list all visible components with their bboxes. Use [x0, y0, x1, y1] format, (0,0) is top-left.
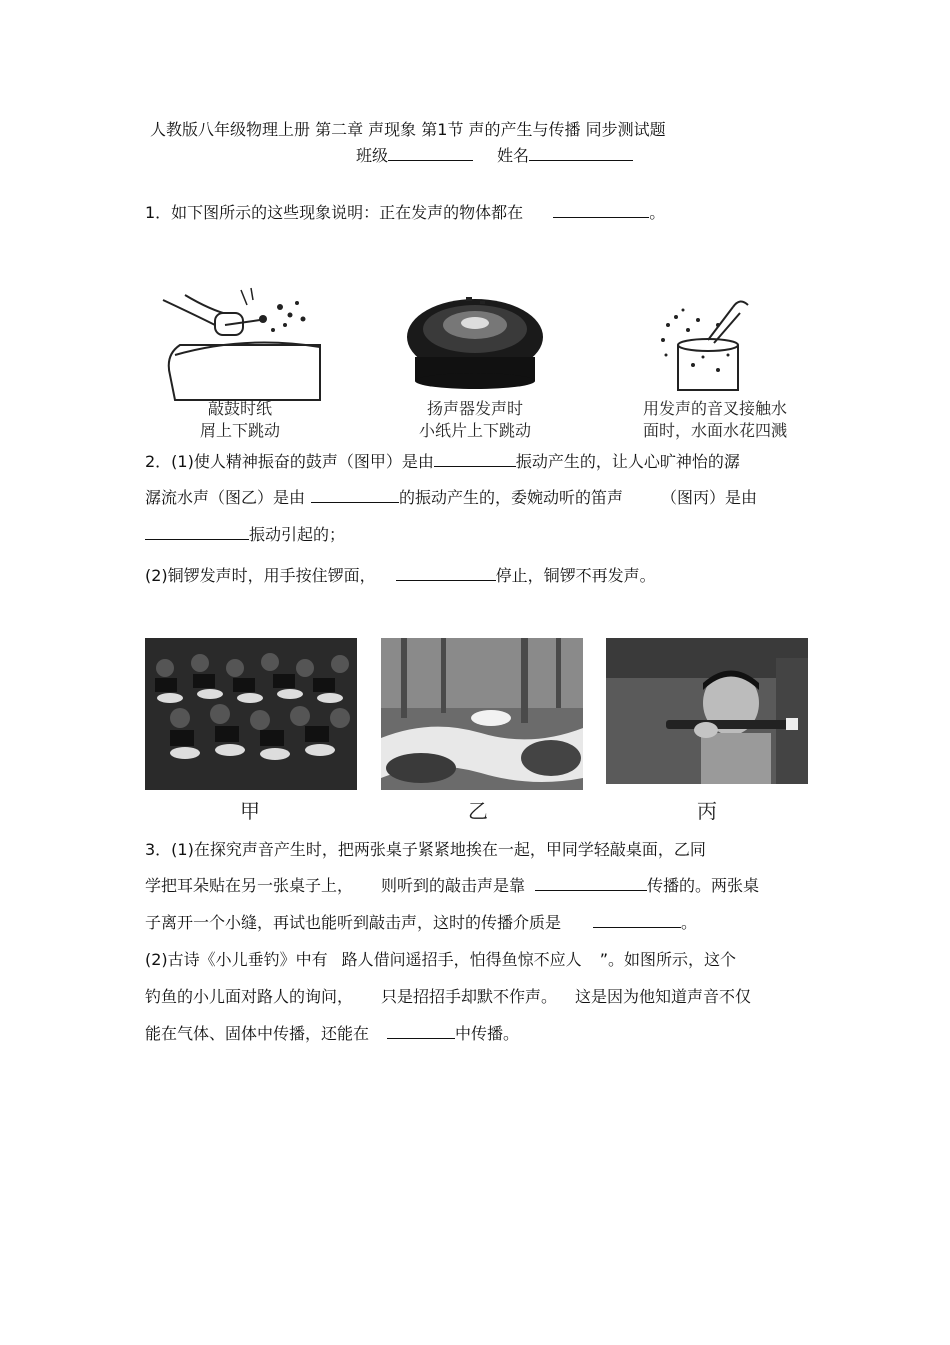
photo-label-jia: 甲 [240, 799, 260, 823]
tuning-fork-figure [648, 295, 758, 395]
drum-paper-figure [155, 285, 325, 405]
page-title: 人教版八年级物理上册 第二章 声现象 第1节 声的产生与传播 同步测试题 [150, 120, 666, 139]
q3-part-2-line-1: (2)古诗《小儿垂钓》中有 路人借问遥招手，怕得鱼惊不应人 ”。如图所示，这个 [145, 950, 736, 969]
name-label: 姓名 [497, 146, 530, 165]
speaker-caption-2: 小纸片上下跳动 [418, 421, 531, 440]
q3-part-2-line-2: 钓鱼的小儿面对路人的询问， 只是招招手却默不作声。 这是因为他知道声音不仅 [145, 987, 752, 1006]
q2-blank-3[interactable] [145, 525, 249, 540]
speaker-figure [400, 287, 550, 397]
q3-line-1: 3．(1)在探究声音产生时，把两张桌子紧紧地挨在一起，甲同学轻敲桌面，乙同 [145, 840, 706, 859]
class-blank[interactable] [388, 146, 473, 161]
drum-caption-1: 敲鼓时纸 [207, 399, 272, 418]
q3-blank-2[interactable] [593, 913, 681, 928]
q3-part-2-line-3: 能在气体、固体中传播，还能在 中传播。 [145, 1024, 520, 1043]
drum-caption-2: 屑上下跳动 [199, 421, 280, 440]
photo-label-bing: 丙 [697, 799, 717, 823]
fork-caption-2: 面时，水面水花四溅 [642, 421, 787, 440]
q3-blank-1[interactable] [535, 876, 647, 891]
name-blank[interactable] [529, 146, 633, 161]
q3-blank-3[interactable] [387, 1024, 455, 1039]
q2-part-2: (2)铜锣发声时，用手按住锣面， 停止，铜锣不再发声。 [145, 566, 656, 585]
q1-blank[interactable] [553, 203, 649, 218]
class-label: 班级 [356, 146, 389, 165]
name-field[interactable] [497, 146, 633, 166]
q2-line-2: 潺流水声（图乙）是由 的振动产生的，委婉动听的笛声 （图丙）是由 [145, 488, 758, 507]
q2-blank-4[interactable] [396, 566, 496, 581]
q2-blank-2[interactable] [311, 488, 399, 503]
q3-line-2: 学把耳朵贴在另一张桌子上， 则听到的敲击声是靠 传播的。两张桌 [145, 876, 760, 895]
q2-line-3: 振动引起的； [145, 525, 345, 545]
q2-line-1: 2．(1)使人精神振奋的鼓声（图甲）是由 振动产生的，让人心旷神怡的潺 [145, 452, 740, 471]
q3-line-3: 子离开一个小缝，再试也能听到敲击声，这时的传播介质是 。 [145, 913, 698, 932]
fork-caption-1: 用发声的音叉接触水 [642, 399, 787, 418]
photo-label-yi: 乙 [468, 799, 488, 823]
drum-band-photo [145, 638, 357, 790]
stream-photo [381, 638, 583, 790]
q2-blank-1[interactable] [434, 452, 516, 467]
class-field[interactable] [356, 146, 473, 166]
speaker-caption-1: 扬声器发声时 [426, 399, 523, 418]
q1-text: 1．如下图所示的这些现象说明：正在发声的物体都在 。 [145, 203, 666, 222]
flute-boy-photo [606, 638, 808, 784]
